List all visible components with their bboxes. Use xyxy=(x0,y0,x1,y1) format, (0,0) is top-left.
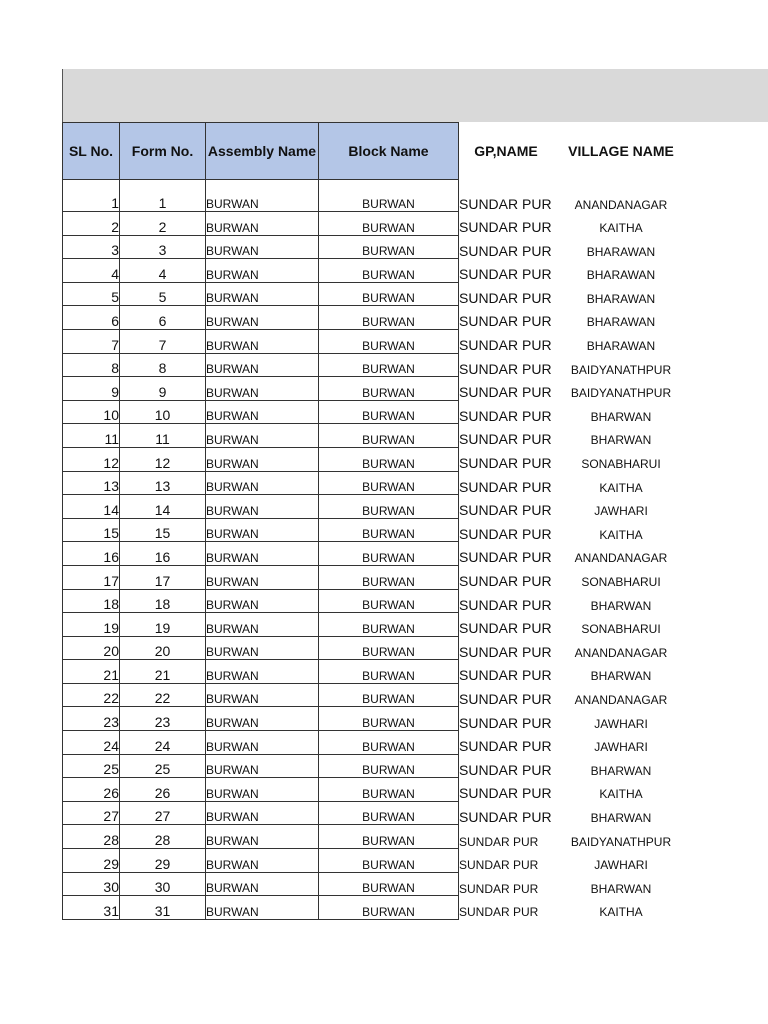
gp-name-cell: SUNDAR PUR xyxy=(459,785,552,802)
block-name-cell: BURWAN xyxy=(319,825,459,849)
gp-name-cell: SUNDAR PUR xyxy=(459,549,552,566)
table-row xyxy=(63,825,689,849)
form-no-cell: 24 xyxy=(120,731,206,755)
village-name-cell: BAIDYANATHPUR xyxy=(570,362,672,377)
block-name-cell: BURWAN xyxy=(319,212,459,236)
assembly-name-cell: BURWAN xyxy=(206,565,319,589)
assembly-name-cell: BURWAN xyxy=(206,377,319,401)
sl-no-cell: 27 xyxy=(63,801,120,825)
block-name-cell: BURWAN xyxy=(319,565,459,589)
gp-name-cell: SUNDAR PUR xyxy=(459,289,552,306)
block-name-cell: BURWAN xyxy=(319,589,459,613)
village-name-cell: SONABHARUI xyxy=(581,622,661,637)
gp-name-cell: SUNDAR PUR xyxy=(459,690,552,707)
village-name-cell: ANANDANAGAR xyxy=(574,197,668,212)
block-name-cell: BURWAN xyxy=(319,660,459,684)
block-name-cell: BURWAN xyxy=(319,424,459,448)
sl-no-cell: 4 xyxy=(63,259,120,283)
form-no-cell: 25 xyxy=(120,754,206,778)
table-row xyxy=(63,282,689,306)
header-sl-no: SL No. xyxy=(63,123,120,180)
gp-name-cell: SUNDAR PUR xyxy=(459,620,552,637)
form-no-cell: 28 xyxy=(120,825,206,849)
block-name-cell: BURWAN xyxy=(319,259,459,283)
table-row xyxy=(63,613,689,637)
gp-name-cell: SUNDAR PUR xyxy=(459,337,552,354)
form-no-cell: 6 xyxy=(120,306,206,330)
gp-name-cell: SUNDAR PUR xyxy=(459,573,552,589)
village-name-cell: KAITHA xyxy=(599,480,643,495)
assembly-name-cell: BURWAN xyxy=(206,518,319,542)
table-row xyxy=(63,306,689,330)
header-village-name: VILLAGE NAME xyxy=(554,123,689,180)
table-row xyxy=(63,259,689,283)
sl-no-cell: 14 xyxy=(63,495,120,519)
village-name-cell: KAITHA xyxy=(599,787,643,802)
block-name-cell: BURWAN xyxy=(319,447,459,471)
sl-no-cell: 6 xyxy=(63,306,120,330)
assembly-name-cell: BURWAN xyxy=(206,896,319,920)
assembly-name-cell: BURWAN xyxy=(206,306,319,330)
village-name-cell: KAITHA xyxy=(599,905,643,920)
block-name-cell: BURWAN xyxy=(319,495,459,519)
block-name-cell: BURWAN xyxy=(319,180,459,212)
sl-no-cell: 3 xyxy=(63,235,120,259)
gp-name-cell: SUNDAR PUR xyxy=(459,242,552,259)
table-row xyxy=(63,518,689,542)
block-name-cell: BURWAN xyxy=(319,235,459,259)
table-row xyxy=(63,235,689,259)
village-name-cell: BHARAWAN xyxy=(586,244,656,259)
sl-no-cell: 5 xyxy=(63,282,120,306)
gp-name-cell: SUNDAR PUR xyxy=(459,738,552,755)
form-no-cell: 11 xyxy=(120,424,206,448)
block-name-cell: BURWAN xyxy=(319,471,459,495)
block-name-cell: BURWAN xyxy=(319,613,459,637)
table-row xyxy=(63,849,689,873)
village-name-cell: JAWHARI xyxy=(594,740,648,755)
block-name-cell: BURWAN xyxy=(319,518,459,542)
village-name-cell: BHARWAN xyxy=(590,763,652,778)
assembly-name-cell: BURWAN xyxy=(206,495,319,519)
block-name-cell: BURWAN xyxy=(319,542,459,566)
assembly-name-cell: BURWAN xyxy=(206,801,319,825)
table-row xyxy=(63,778,689,802)
form-no-cell: 3 xyxy=(120,235,206,259)
gp-name-cell: SUNDAR PUR xyxy=(459,384,552,401)
gp-name-cell: SUNDAR PUR xyxy=(459,502,552,519)
table-row xyxy=(63,447,689,471)
assembly-name-cell: BURWAN xyxy=(206,613,319,637)
table-row xyxy=(63,565,689,589)
assembly-name-cell: BURWAN xyxy=(206,447,319,471)
form-no-cell: 21 xyxy=(120,660,206,684)
assembly-name-cell: BURWAN xyxy=(206,282,319,306)
table-row xyxy=(63,180,689,212)
assembly-name-cell: BURWAN xyxy=(206,400,319,424)
assembly-name-cell: BURWAN xyxy=(206,212,319,236)
table-row xyxy=(63,377,689,401)
assembly-name-cell: BURWAN xyxy=(206,872,319,896)
assembly-name-cell: BURWAN xyxy=(206,683,319,707)
table-row xyxy=(63,731,689,755)
sl-no-cell: 1 xyxy=(63,180,120,212)
gp-name-cell: SUNDAR PUR xyxy=(459,313,552,330)
block-name-cell: BURWAN xyxy=(319,754,459,778)
block-name-cell: BURWAN xyxy=(319,801,459,825)
assembly-name-cell: BURWAN xyxy=(206,424,319,448)
form-no-cell: 4 xyxy=(120,259,206,283)
form-no-cell: 20 xyxy=(120,636,206,660)
table-row xyxy=(63,589,689,613)
table-row xyxy=(63,471,689,495)
form-no-cell: 1 xyxy=(120,180,206,212)
gp-name-cell: SUNDAR PUR xyxy=(459,881,539,896)
form-no-cell: 26 xyxy=(120,778,206,802)
gp-name-cell: SUNDAR PUR xyxy=(459,407,552,424)
sl-no-cell: 8 xyxy=(63,353,120,377)
village-name-cell: ANANDANAGAR xyxy=(574,692,668,707)
assembly-name-cell: BURWAN xyxy=(206,353,319,377)
village-name-cell: ANANDANAGAR xyxy=(574,645,668,660)
gp-name-cell: SUNDAR PUR xyxy=(459,455,552,472)
gp-name-cell: SUNDAR PUR xyxy=(459,834,539,849)
table-row xyxy=(63,872,689,896)
sl-no-cell: 12 xyxy=(63,447,120,471)
assembly-name-cell: BURWAN xyxy=(206,471,319,495)
table-row xyxy=(63,801,689,825)
gp-name-cell: SUNDAR PUR xyxy=(459,195,552,212)
sl-no-cell: 15 xyxy=(63,518,120,542)
form-no-cell: 23 xyxy=(120,707,206,731)
block-name-cell: BURWAN xyxy=(319,683,459,707)
assembly-name-cell: BURWAN xyxy=(206,589,319,613)
sl-no-cell: 29 xyxy=(63,849,120,873)
form-no-cell: 15 xyxy=(120,518,206,542)
village-name-cell: BHARWAN xyxy=(590,810,652,825)
title-band xyxy=(62,69,768,122)
assembly-name-cell: BURWAN xyxy=(206,731,319,755)
block-name-cell: BURWAN xyxy=(319,353,459,377)
assembly-name-cell: BURWAN xyxy=(206,778,319,802)
gp-name-cell: SUNDAR PUR xyxy=(459,596,552,613)
block-name-cell: BURWAN xyxy=(319,636,459,660)
village-name-cell: BHARAWAN xyxy=(586,268,656,283)
gp-name-cell: SUNDAR PUR xyxy=(459,714,552,731)
village-name-cell: JAWHARI xyxy=(594,858,648,873)
sl-no-cell: 16 xyxy=(63,542,120,566)
assembly-name-cell: BURWAN xyxy=(206,849,319,873)
block-name-cell: BURWAN xyxy=(319,849,459,873)
sl-no-cell: 9 xyxy=(63,377,120,401)
block-name-cell: BURWAN xyxy=(319,329,459,353)
sl-no-cell: 10 xyxy=(63,400,120,424)
form-no-cell: 10 xyxy=(120,400,206,424)
table-row xyxy=(63,329,689,353)
village-name-cell: KAITHA xyxy=(599,221,643,236)
block-name-cell: BURWAN xyxy=(319,400,459,424)
block-name-cell: BURWAN xyxy=(319,778,459,802)
sl-no-cell: 13 xyxy=(63,471,120,495)
village-name-cell: BAIDYANATHPUR xyxy=(570,834,672,849)
village-name-cell: BHARAWAN xyxy=(586,315,656,330)
gp-name-cell: SUNDAR PUR xyxy=(459,667,552,684)
table-row xyxy=(63,495,689,519)
village-name-cell: JAWHARI xyxy=(594,716,648,731)
sl-no-cell: 7 xyxy=(63,329,120,353)
block-name-cell: BURWAN xyxy=(319,377,459,401)
assembly-name-cell: BURWAN xyxy=(206,636,319,660)
gp-name-cell: SUNDAR PUR xyxy=(459,858,539,873)
table-row xyxy=(63,212,689,236)
sl-no-cell: 20 xyxy=(63,636,120,660)
assembly-name-cell: BURWAN xyxy=(206,180,319,212)
table-row xyxy=(63,424,689,448)
form-no-cell: 27 xyxy=(120,801,206,825)
block-name-cell: BURWAN xyxy=(319,306,459,330)
village-name-cell: BHARWAN xyxy=(590,598,652,613)
form-no-cell: 18 xyxy=(120,589,206,613)
table-row xyxy=(63,636,689,660)
assembly-name-cell: BURWAN xyxy=(206,329,319,353)
assembly-name-cell: BURWAN xyxy=(206,235,319,259)
gp-name-cell: SUNDAR PUR xyxy=(459,431,552,448)
gp-name-cell: SUNDAR PUR xyxy=(459,643,552,660)
form-no-cell: 16 xyxy=(120,542,206,566)
sl-no-cell: 2 xyxy=(63,212,120,236)
table-row xyxy=(63,683,689,707)
form-no-cell: 5 xyxy=(120,282,206,306)
village-name-cell: SONABHARUI xyxy=(581,575,661,589)
village-name-cell: BAIDYANATHPUR xyxy=(570,386,672,401)
assembly-name-cell: BURWAN xyxy=(206,660,319,684)
village-name-cell: ANANDANAGAR xyxy=(574,551,668,566)
sl-no-cell: 11 xyxy=(63,424,120,448)
village-name-cell: JAWHARI xyxy=(594,504,648,519)
assembly-name-cell: BURWAN xyxy=(206,542,319,566)
gp-name-cell: SUNDAR PUR xyxy=(459,219,552,236)
block-name-cell: BURWAN xyxy=(319,707,459,731)
form-no-cell: 19 xyxy=(120,613,206,637)
form-no-cell: 17 xyxy=(120,565,206,589)
gp-name-cell: SUNDAR PUR xyxy=(459,478,552,495)
header-gp-name: GP,NAME xyxy=(459,123,554,180)
form-no-cell: 12 xyxy=(120,447,206,471)
table-row xyxy=(63,542,689,566)
form-no-cell: 22 xyxy=(120,683,206,707)
block-name-cell: BURWAN xyxy=(319,731,459,755)
header-form-no: Form No. xyxy=(120,123,206,180)
sl-no-cell: 19 xyxy=(63,613,120,637)
village-name-cell: KAITHA xyxy=(599,527,643,542)
form-no-cell: 30 xyxy=(120,872,206,896)
form-no-cell: 14 xyxy=(120,495,206,519)
sl-no-cell: 21 xyxy=(63,660,120,684)
table-row xyxy=(63,660,689,684)
gp-name-cell: SUNDAR PUR xyxy=(459,360,552,377)
block-name-cell: BURWAN xyxy=(319,282,459,306)
gp-name-cell: SUNDAR PUR xyxy=(459,905,539,920)
assembly-name-cell: BURWAN xyxy=(206,825,319,849)
village-name-cell: SONABHARUI xyxy=(581,457,661,472)
sl-no-cell: 30 xyxy=(63,872,120,896)
table-row xyxy=(63,896,689,920)
assembly-name-cell: BURWAN xyxy=(206,707,319,731)
gp-name-cell: SUNDAR PUR xyxy=(459,266,552,283)
header-block-name: Block Name xyxy=(319,123,459,180)
form-no-cell: 31 xyxy=(120,896,206,920)
assembly-name-cell: BURWAN xyxy=(206,259,319,283)
table-row xyxy=(63,754,689,778)
sl-no-cell: 26 xyxy=(63,778,120,802)
gp-name-cell: SUNDAR PUR xyxy=(459,808,552,825)
form-no-cell: 29 xyxy=(120,849,206,873)
village-name-cell: BHARWAN xyxy=(590,433,652,448)
sl-no-cell: 31 xyxy=(63,896,120,920)
gp-name-cell: SUNDAR PUR xyxy=(459,761,552,778)
village-name-cell: BHARAWAN xyxy=(586,339,656,354)
form-no-cell: 8 xyxy=(120,353,206,377)
village-name-cell: BHARAWAN xyxy=(586,291,656,306)
form-no-cell: 13 xyxy=(120,471,206,495)
block-name-cell: BURWAN xyxy=(319,872,459,896)
sl-no-cell: 24 xyxy=(63,731,120,755)
table-row xyxy=(63,353,689,377)
village-name-cell: BHARWAN xyxy=(590,409,652,424)
form-no-cell: 9 xyxy=(120,377,206,401)
sl-no-cell: 28 xyxy=(63,825,120,849)
header-row xyxy=(63,123,689,180)
sl-no-cell: 23 xyxy=(63,707,120,731)
table-row xyxy=(63,707,689,731)
form-table xyxy=(62,122,689,920)
sl-no-cell: 18 xyxy=(63,589,120,613)
sl-no-cell: 25 xyxy=(63,754,120,778)
form-no-cell: 7 xyxy=(120,329,206,353)
sl-no-cell: 22 xyxy=(63,683,120,707)
sl-no-cell: 17 xyxy=(63,565,120,589)
header-assembly-name: Assembly Name xyxy=(206,123,319,180)
assembly-name-cell: BURWAN xyxy=(206,754,319,778)
village-name-cell: BHARWAN xyxy=(590,881,652,896)
village-name-cell: BHARWAN xyxy=(590,669,652,684)
form-no-cell: 2 xyxy=(120,212,206,236)
table-row xyxy=(63,400,689,424)
block-name-cell: BURWAN xyxy=(319,896,459,920)
gp-name-cell: SUNDAR PUR xyxy=(459,525,552,542)
